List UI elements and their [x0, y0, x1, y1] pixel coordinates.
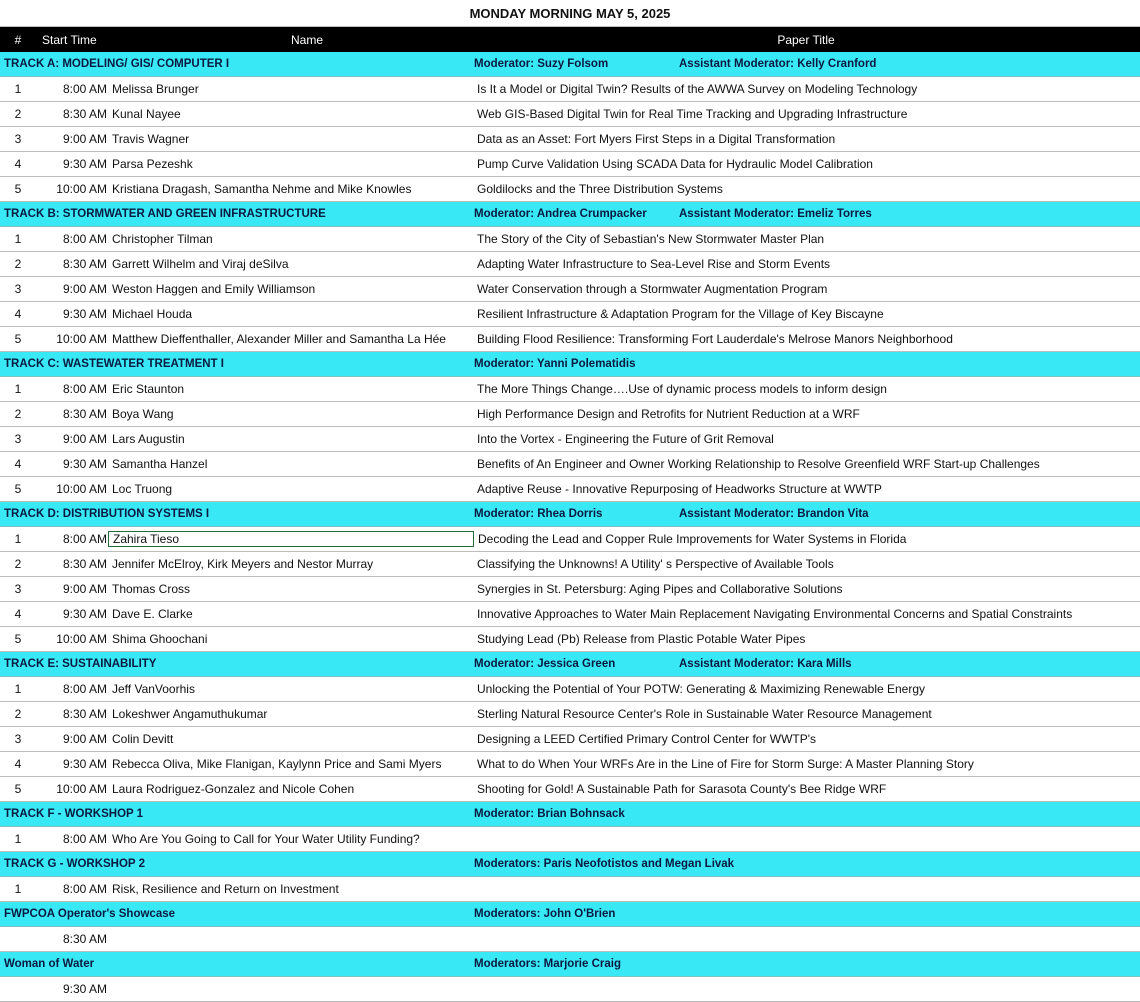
track-moderator[interactable]: Moderators: Paris Neofotistos and Megan Livak — [474, 858, 735, 870]
cell-start-time[interactable]: 9:00 AM — [62, 732, 107, 746]
cell-paper-title[interactable]: Designing a LEED Certified Primary Control Center for WWTP's — [477, 732, 817, 746]
cell-start-time[interactable]: 10:00 AM — [56, 482, 107, 496]
track-moderator[interactable]: Moderator: Yanni Polematidis — [474, 358, 636, 370]
table-row[interactable] — [0, 127, 1140, 152]
cell-paper-title[interactable]: Decoding the Lead and Copper Rule Improvements for Water Systems in Florida — [478, 532, 907, 546]
cell-number[interactable]: 3 — [14, 732, 22, 746]
table-row[interactable] — [0, 602, 1140, 627]
track-moderator[interactable]: Moderator: Andrea Crumpacker — [474, 208, 647, 220]
cell-number[interactable]: 3 — [14, 282, 22, 296]
cell-start-time[interactable]: 10:00 AM — [56, 182, 107, 196]
cell-name[interactable]: Dave E. Clarke — [112, 607, 193, 621]
cell-paper-title[interactable]: Adaptive Reuse - Innovative Repurposing of Headworks Structure at WWTP — [477, 482, 882, 496]
track-label[interactable]: TRACK G - WORKSHOP 2 — [4, 858, 145, 870]
cell-number[interactable]: 2 — [14, 257, 22, 271]
cell-start-time[interactable]: 8:30 AM — [62, 557, 107, 571]
cell-paper-title[interactable]: Adapting Water Infrastructure to Sea-Level Rise and Storm Events — [477, 257, 831, 271]
track-header-row[interactable] — [0, 902, 1140, 927]
cell-name[interactable]: Jeff VanVoorhis — [112, 682, 195, 696]
cell-paper-title[interactable]: The Story of the City of Sebastian's New Stormwater Master Plan — [477, 232, 825, 246]
track-label[interactable]: TRACK A: MODELING/ GIS/ COMPUTER I — [4, 58, 230, 70]
cell-paper-title[interactable]: Synergies in St. Petersburg: Aging Pipes and Collaborative Solutions — [477, 582, 843, 596]
table-row[interactable] — [0, 177, 1140, 202]
cell-start-time[interactable]: 9:00 AM — [62, 132, 107, 146]
header-paper-title[interactable]: Paper Title — [777, 32, 835, 47]
track-moderator[interactable]: Moderator: Suzy Folsom — [474, 58, 609, 70]
cell-start-time[interactable]: 8:30 AM — [62, 257, 107, 271]
track-assistant-moderator[interactable]: Assistant Moderator: Kelly Cranford — [679, 58, 877, 70]
header-start-time[interactable]: Start Time — [42, 32, 97, 47]
cell-paper-title[interactable]: Web GIS-Based Digital Twin for Real Time Tracking and Upgrading Infrastructure — [477, 107, 908, 121]
table-row[interactable] — [0, 752, 1140, 777]
track-label[interactable]: TRACK E: SUSTAINABILITY — [4, 658, 157, 670]
track-moderator[interactable]: Moderators: John O'Brien — [474, 908, 616, 920]
cell-start-time[interactable]: 9:30 AM — [62, 307, 107, 321]
track-moderator[interactable]: Moderator: Brian Bohnsack — [474, 808, 625, 820]
table-row[interactable] — [0, 727, 1140, 752]
table-row[interactable] — [0, 577, 1140, 602]
cell-start-time[interactable]: 9:30 AM — [62, 457, 107, 471]
cell-number[interactable]: 4 — [14, 607, 22, 621]
cell-number[interactable]: 4 — [14, 457, 22, 471]
cell-name[interactable]: Melissa Brunger — [112, 82, 199, 96]
cell-start-time[interactable]: 8:00 AM — [62, 382, 107, 396]
table-row[interactable] — [0, 227, 1140, 252]
cell-name[interactable]: Matthew Dieffenthaller, Alexander Miller and Samantha La Hée — [112, 332, 446, 346]
table-row[interactable] — [0, 527, 1140, 552]
track-assistant-moderator[interactable]: Assistant Moderator: Emeliz Torres — [679, 208, 872, 220]
cell-start-time[interactable]: 9:30 AM — [62, 982, 107, 996]
cell-name[interactable]: Christopher Tilman — [112, 232, 213, 246]
track-header-row[interactable] — [0, 802, 1140, 827]
cell-number[interactable]: 1 — [14, 532, 22, 546]
cell-start-time[interactable]: 8:30 AM — [62, 707, 107, 721]
cell-name[interactable]: Kristiana Dragash, Samantha Nehme and Mike Knowles — [112, 182, 412, 196]
cell-start-time[interactable]: 8:00 AM — [62, 232, 107, 246]
cell-number[interactable]: 3 — [14, 132, 22, 146]
table-row[interactable] — [0, 702, 1140, 727]
cell-number[interactable]: 5 — [14, 482, 22, 496]
table-row[interactable] — [0, 427, 1140, 452]
track-moderator[interactable]: Moderator: Jessica Green — [474, 658, 616, 670]
cell-number[interactable]: 5 — [14, 782, 22, 796]
cell-paper-title[interactable]: Classifying the Unknowns! A Utility' s Perspective of Available Tools — [477, 557, 834, 571]
track-label[interactable]: Woman of Water — [4, 958, 95, 970]
track-label[interactable]: TRACK D: DISTRIBUTION SYSTEMS I — [4, 508, 210, 520]
track-moderator[interactable]: Moderators: Marjorie Craig — [474, 958, 621, 970]
track-label[interactable]: TRACK C: WASTEWATER TREATMENT I — [4, 358, 224, 370]
tracks-container — [0, 52, 1140, 1002]
cell-name[interactable]: Colin Devitt — [112, 732, 174, 746]
track-header-row[interactable] — [0, 502, 1140, 527]
cell-name[interactable]: Boya Wang — [112, 407, 174, 421]
cell-paper-title[interactable]: Studying Lead (Pb) Release from Plastic Potable Water Pipes — [477, 632, 806, 646]
cell-start-time[interactable]: 9:00 AM — [62, 432, 107, 446]
cell-paper-title[interactable]: The More Things Change….Use of dynamic process models to inform design — [477, 382, 887, 396]
cell-number[interactable]: 5 — [14, 632, 22, 646]
cell-start-time[interactable]: 10:00 AM — [56, 332, 107, 346]
page-title: MONDAY MORNING MAY 5, 2025 — [0, 0, 1140, 27]
cell-number[interactable]: 4 — [14, 757, 22, 771]
cell-name[interactable]: Who Are You Going to Call for Your Water Utility Funding? — [112, 832, 420, 846]
cell-number[interactable]: 1 — [14, 882, 22, 896]
cell-paper-title[interactable]: Into the Vortex - Engineering the Future of Grit Removal — [477, 432, 774, 446]
cell-paper-title[interactable]: High Performance Design and Retrofits for Nutrient Reduction at a WRF — [477, 407, 860, 421]
table-row[interactable] — [0, 327, 1140, 352]
cell-start-time[interactable]: 8:00 AM — [62, 532, 107, 546]
cell-start-time[interactable]: 9:30 AM — [62, 757, 107, 771]
cell-name[interactable]: Travis Wagner — [112, 132, 190, 146]
cell-number[interactable]: 5 — [14, 182, 22, 196]
cell-number[interactable]: 1 — [14, 832, 22, 846]
cell-start-time[interactable]: 8:00 AM — [62, 882, 107, 896]
table-row[interactable] — [0, 452, 1140, 477]
cell-number[interactable]: 3 — [14, 582, 22, 596]
cell-name[interactable]: Garrett Wilhelm and Viraj deSilva — [112, 257, 289, 271]
cell-number[interactable]: 3 — [14, 432, 22, 446]
track-label[interactable]: TRACK B: STORMWATER AND GREEN INFRASTRUCTURE — [4, 208, 326, 220]
cell-number[interactable]: 2 — [14, 707, 22, 721]
cell-name[interactable]: Laura Rodriguez-Gonzalez and Nicole Cohen — [112, 782, 355, 796]
cell-name[interactable]: Risk, Resilience and Return on Investment — [112, 882, 339, 896]
track-header-row[interactable] — [0, 52, 1140, 77]
cell-name[interactable]: Michael Houda — [112, 307, 193, 321]
table-row[interactable] — [0, 477, 1140, 502]
table-row[interactable] — [0, 152, 1140, 177]
track-header-row[interactable] — [0, 202, 1140, 227]
track-header-row[interactable] — [0, 852, 1140, 877]
cell-paper-title[interactable]: Building Flood Resilience: Transforming Fort Lauderdale's Melrose Manors Neighborhood — [477, 332, 953, 346]
cell-paper-title[interactable]: Sterling Natural Resource Center's Role in Sustainable Water Resource Management — [477, 707, 932, 721]
cell-name[interactable]: Thomas Cross — [112, 582, 191, 596]
cell-start-time[interactable]: 9:30 AM — [62, 157, 107, 171]
cell-number[interactable]: 2 — [14, 407, 22, 421]
cell-paper-title[interactable]: Goldilocks and the Three Distribution Systems — [477, 182, 723, 196]
track-header-row[interactable] — [0, 652, 1140, 677]
cell-number[interactable]: 2 — [14, 107, 22, 121]
table-row[interactable] — [0, 877, 1140, 902]
cell-paper-title[interactable]: Data as an Asset: Fort Myers First Steps in a Digital Transformation — [477, 132, 836, 146]
cell-start-time[interactable]: 8:30 AM — [62, 932, 107, 946]
track-assistant-moderator[interactable]: Assistant Moderator: Kara Mills — [679, 658, 852, 670]
cell-start-time[interactable]: 10:00 AM — [56, 782, 107, 796]
column-header-row — [0, 27, 1140, 52]
table-row[interactable] — [0, 677, 1140, 702]
table-row[interactable] — [0, 302, 1140, 327]
cell-number[interactable]: 1 — [14, 682, 22, 696]
table-row[interactable] — [0, 627, 1140, 652]
cell-paper-title[interactable]: Shooting for Gold! A Sustainable Path for Sarasota County's Bee Ridge WRF — [477, 782, 887, 796]
cell-start-time[interactable]: 10:00 AM — [56, 632, 107, 646]
table-row[interactable] — [0, 277, 1140, 302]
cell-name[interactable]: Lokeshwer Angamuthukumar — [112, 707, 268, 721]
table-row[interactable] — [0, 402, 1140, 427]
cell-number[interactable]: 1 — [14, 232, 22, 246]
table-row[interactable] — [0, 102, 1140, 127]
cell-paper-title[interactable]: Resilient Infrastructure & Adaptation Program for the Village of Key Biscayne — [477, 307, 884, 321]
track-header-row[interactable] — [0, 952, 1140, 977]
cell-paper-title[interactable]: Water Conservation through a Stormwater Augmentation Program — [477, 282, 828, 296]
cell-start-time[interactable]: 9:00 AM — [62, 582, 107, 596]
cell-number[interactable]: 4 — [14, 307, 22, 321]
cell-paper-title[interactable]: Benefits of An Engineer and Owner Working Relationship to Resolve Greenfield WRF Start-up Challenges — [477, 457, 1040, 471]
cell-start-time[interactable]: 9:30 AM — [62, 607, 107, 621]
table-row[interactable] — [0, 827, 1140, 852]
cell-name[interactable]: Loc Truong — [112, 482, 173, 496]
cell-name[interactable]: Lars Augustin — [112, 432, 185, 446]
cell-number[interactable]: 1 — [14, 382, 22, 396]
cell-start-time[interactable]: 8:00 AM — [62, 82, 107, 96]
cell-name[interactable]: Eric Staunton — [112, 382, 185, 396]
track-moderator[interactable]: Moderator: Rhea Dorris — [474, 508, 603, 520]
track-label[interactable]: TRACK F - WORKSHOP 1 — [4, 808, 144, 820]
cell-paper-title[interactable]: What to do When Your WRFs Are in the Line of Fire for Storm Surge: A Master Planning Story — [477, 757, 974, 771]
cell-number[interactable]: 1 — [14, 82, 22, 96]
table-row[interactable] — [0, 977, 1140, 1002]
header-num[interactable]: # — [14, 32, 22, 47]
table-row[interactable] — [0, 252, 1140, 277]
cell-start-time[interactable]: 8:00 AM — [62, 682, 107, 696]
cell-name[interactable]: Rebecca Oliva, Mike Flanigan, Kaylynn Price and Sami Myers — [112, 757, 442, 771]
cell-start-time[interactable]: 8:30 AM — [62, 407, 107, 421]
table-row[interactable] — [0, 377, 1140, 402]
cell-number[interactable]: 5 — [14, 332, 22, 346]
table-row[interactable] — [0, 777, 1140, 802]
cell-paper-title[interactable]: Is It a Model or Digital Twin? Results of the AWWA Survey on Modeling Technology — [477, 82, 918, 96]
table-row[interactable] — [0, 77, 1140, 102]
track-header-row[interactable] — [0, 352, 1140, 377]
cell-paper-title[interactable]: Innovative Approaches to Water Main Replacement Navigating Environmental Concerns and Spatial Constraints — [477, 607, 1073, 621]
table-row[interactable] — [0, 552, 1140, 577]
cell-name[interactable]: Jennifer McElroy, Kirk Meyers and Nestor Murray — [112, 557, 374, 571]
cell-paper-title[interactable]: Unlocking the Potential of Your POTW: Generating & Maximizing Renewable Energy — [477, 682, 926, 696]
cell-name[interactable]: Weston Haggen and Emily Williamson — [112, 282, 316, 296]
track-label[interactable]: FWPCOA Operator's Showcase — [4, 908, 176, 920]
cell-name[interactable]: Zahira Tieso — [108, 531, 474, 547]
cell-name[interactable]: Kunal Nayee — [112, 107, 181, 121]
cell-number[interactable]: 2 — [14, 557, 22, 571]
cell-paper-title[interactable]: Pump Curve Validation Using SCADA Data for Hydraulic Model Calibration — [477, 157, 873, 171]
cell-start-time[interactable]: 8:30 AM — [62, 107, 107, 121]
cell-number[interactable]: 4 — [14, 157, 22, 171]
cell-start-time[interactable]: 8:00 AM — [62, 832, 107, 846]
table-row[interactable] — [0, 927, 1140, 952]
cell-name[interactable]: Parsa Pezeshk — [112, 157, 193, 171]
track-assistant-moderator[interactable]: Assistant Moderator: Brandon Vita — [679, 508, 869, 520]
cell-name[interactable]: Shima Ghoochani — [112, 632, 208, 646]
cell-name[interactable]: Samantha Hanzel — [112, 457, 208, 471]
cell-start-time[interactable]: 9:00 AM — [62, 282, 107, 296]
header-name[interactable]: Name — [290, 32, 323, 47]
